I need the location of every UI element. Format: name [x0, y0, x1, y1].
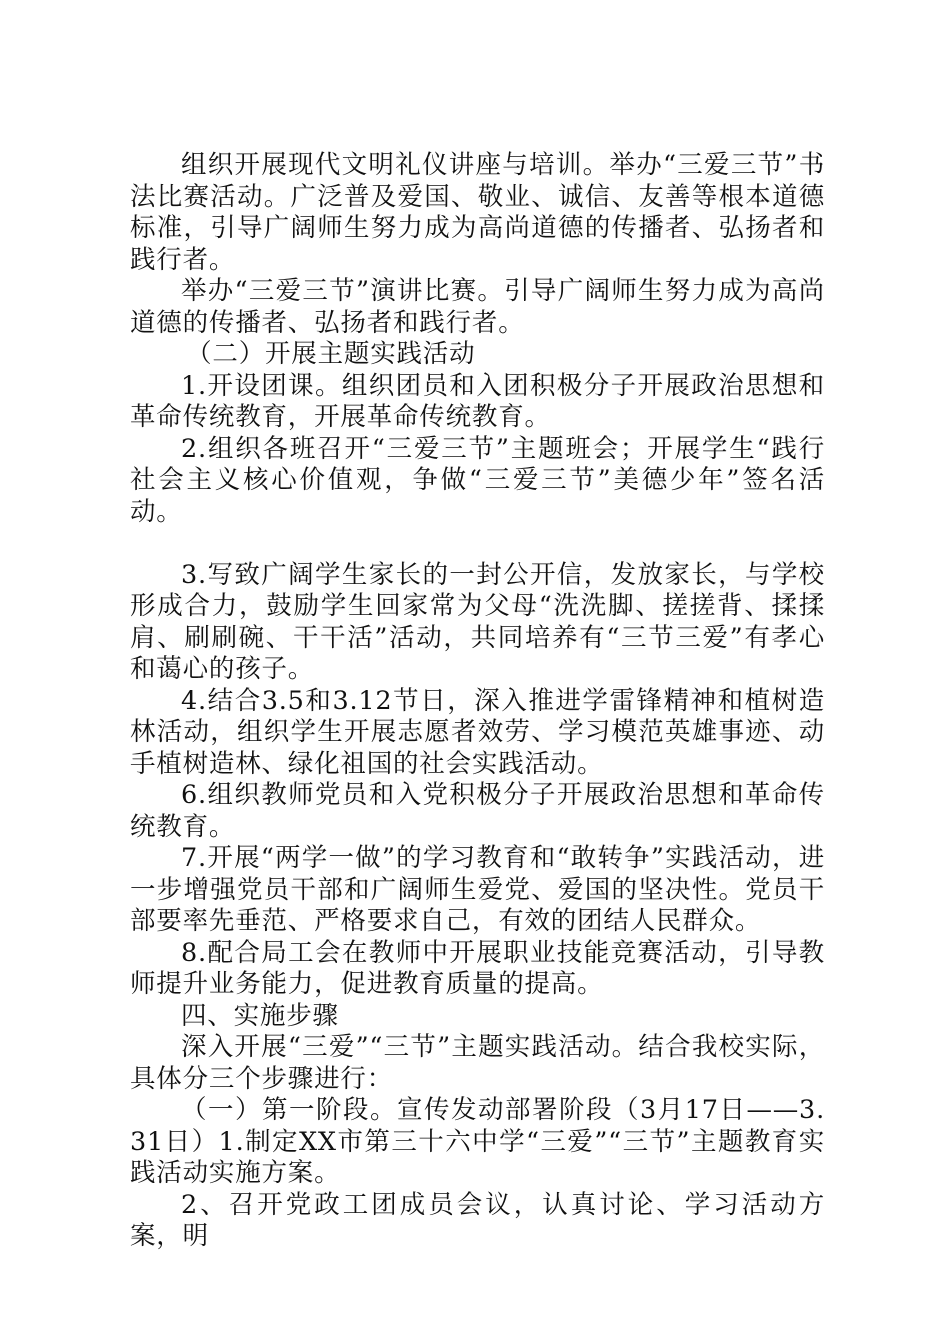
paragraph-phase-one: （一）第一阶段。宣传发动部署阶段（3月17日——3.31日）1.制定XX市第三十六中学“三爱”“三节”主题教育实践活动实施方案。	[130, 1095, 825, 1188]
blank-line	[130, 528, 825, 560]
paragraph-etiquette-training: 组织开展现代文明礼仪讲座与培训。举办“三爱三节”书法比赛活动。广泛普及爱国、敬业、诚信、友善等根本道德标准，引导广阔师生努力成为高尚道德的传播者、弘扬者和践行者。	[130, 150, 825, 275]
paragraph-steps-intro: 深入开展“三爱”“三节”主题实践活动。结合我校实际，具体分三个步骤进行：	[130, 1032, 825, 1094]
paragraph-item-2: 2.组织各班召开“三爱三节”主题班会；开展学生“践行社会主义核心价值观，争做“三爱三节”美德少年”签名活动。	[130, 433, 825, 527]
section-heading-implementation-steps: 四、实施步骤	[181, 1000, 339, 1031]
paragraph-speech-contest: 举办“三爱三节”演讲比赛。引导广阔师生努力成为高尚道德的传播者、弘扬者和践行者。	[130, 276, 825, 338]
section-heading-practice-activities: （二）开展主题实践活动	[186, 339, 476, 369]
paragraph-item-1: 1.开设团课。组织团员和入团积极分子开展政治思想和革命传统教育，开展革命传统教育。	[130, 370, 825, 432]
paragraph-item-3: 3.写致广阔学生家长的一封公开信，发放家长，与学校形成合力，鼓励学生回家常为父母“洗洗脚、搓搓背、揉揉肩、刷刷碗、干干活”活动，共同培养有“三节三爱”有孝心和蔼心的孩子。	[130, 559, 825, 684]
paragraph-meeting: 2、召开党政工团成员会议，认真讨论、学习活动方案，明	[130, 1189, 825, 1251]
paragraph-item-4: 4.结合3.5和3.12节日，深入推进学雷锋精神和植树造林活动，组织学生开展志愿者效劳、学习模范英雄事迹、动手植树造林、绿化祖国的社会实践活动。	[130, 685, 825, 779]
document-body	[130, 150, 825, 1253]
paragraph-item-6: 6.组织教师党员和入党积极分子开展政治思想和革命传统教育。	[130, 780, 825, 842]
paragraph-item-8: 8.配合局工会在教师中开展职业技能竞赛活动，引导教师提升业务能力，促进教育质量的提高。	[130, 937, 825, 999]
paragraph-item-7: 7.开展“两学一做”的学习教育和“敢转争”实践活动，进一步增强党员干部和广阔师生爱党、爱国的坚决性。党员干部要率先垂范、严格要求自己，有效的团结人民群众。	[130, 843, 825, 936]
